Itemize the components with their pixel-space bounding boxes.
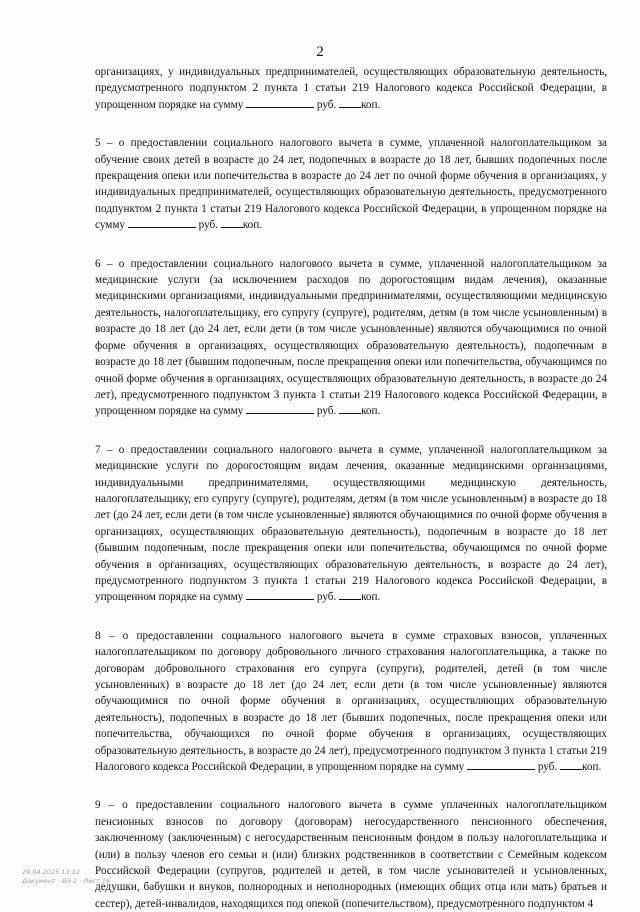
page-number: 2 [316, 44, 324, 60]
paragraph-9: 9 – о предоставлении социального налогового вычета в сумме уплаченных налогоплательщиком пенсионных взносов по договору (договорам) негосударственного пенсионного обеспечения, заключенному (заключенным) с негосударственным пенсионным фондом в пользу налогоплательщика и (или) в пользу членов его семьи и (или) близких родственников в соответствии с Семейным кодексом Российской Федерации (супругов, родителей и детей, в том числе усыновителей и усыновленных, дедушки, бабушки и внуков, полнородных и неполнородных (имеющих общих отца или мать) братьев и сестер), детей-инвалидов, находящихся под опекой (попечительством), предусмотренного подпунктом 4 [95, 799, 607, 910]
amount-rub-blank[interactable] [246, 97, 314, 108]
paragraph-8: 8 – о предоставлении социального налогового вычета в сумме страховых взносов, уплаченных налогоплательщиком по договору добровольного личного страхования налогоплательщика, а также по договорам добровольного страхования его супруга (супруги), родителей, детей (в том числе усыновленных) в возрасте до 18 лет (до 24 лет, если дети (в том числе усыновленные) являются обучающимися по очной форме обучения в организациях, осуществляющих образовательную деятельность), подопечных в возрасте до 18 лет (бывших подопечных, после прекращения опеки или попечительства, обучающихся по очной форме обучения в организациях, осуществляющих образовательную деятельность, в возрасте до 24 лет), предусмотренного подпунктом 3 пункта 1 статьи 219 Налогового кодекса Российской Федерации, в упрощенном порядке на сумму руб. коп. [95, 629, 607, 774]
paragraph-5: 5 – о предоставлении социального налогового вычета в сумме, уплаченной налогоплательщиком за обучение своих детей в возрасте до 24 лет, подопечных в возрасте до 18 лет, бывших подопечных после прекращения опеки или попечительства в возрасте до 24 лет по очной форме обучения в организациях, у индивидуальных предпринимателей, осуществляющих образовательную деятельность, предусмотренного подпунктом 2 пункта 1 статьи 219 Налогового кодекса Российской Федерации, в упрощенном порядке на сумму руб. коп. [95, 137, 607, 232]
paragraph-4-continued: организациях, у индивидуальных предпринимателей, осуществляющих образовательную деятельность, предусмотренного подпунктом 2 пункта 1 статьи 219 Налогового кодекса Российской Федерации, в упрощенном порядке на сумму руб. коп. [95, 66, 607, 111]
amount-rub-blank[interactable] [467, 759, 535, 770]
amount-kop-blank[interactable] [339, 589, 361, 600]
footer-doc-info: Документ · ВЭ 1 · Лист 16 [22, 877, 111, 885]
amount-kop-blank[interactable] [560, 759, 582, 770]
amount-kop-blank[interactable] [339, 97, 361, 108]
amount-kop-blank[interactable] [221, 217, 243, 228]
amount-kop-blank[interactable] [339, 403, 361, 414]
footer-date: 29.04.2025 13:12 [22, 868, 81, 876]
paragraph-6: 6 – о предоставлении социального налогового вычета в сумме, уплаченной налогоплательщиком за медицинские услуги (за исключением расходов по дорогостоящим видам лечения), оказанные медицинскими организациями, индивидуальными предпринимателями, осуществляющими медицинскую деятельность, налогоплательщику, его супругу (супруге), родителям, детям (в том числе усыновленным) в возрасте до 18 лет (до 24 лет, если дети (в том числе усыновленные) являются обучающимися по очной форме обучения в организациях, осуществляющих образовательную деятельность), подопечным в возрасте до 18 лет (бывшим подопечным, после прекращения опеки или попечительства, обучающимся по очной форме обучения в организациях, осуществляющих образовательную деятельность, в возрасте до 24 лет), предусмотренного подпунктом 3 пункта 1 статьи 219 Налогового кодекса Российской Федерации, в упрощенном порядке на сумму руб. коп. [95, 257, 607, 418]
amount-rub-blank[interactable] [246, 403, 314, 414]
paragraph-7: 7 – о предоставлении социального налогового вычета в сумме, уплаченной налогоплательщиком за медицинские услуги по дорогостоящим видам лечения, оказанные медицинскими организациями, индивидуальными предпринимателями, осуществляющими медицинскую деятельность, налогоплательщику, его супругу (супруге), родителям, детям (в том числе усыновленным) в возрасте до 18 лет (до 24 лет, если дети (в том числе усыновленные) являются обучающимися по очной форме обучения в организациях, осуществляющих образовательную деятельность), подопечным в возрасте до 18 лет (бывшим подопечным, после прекращения опеки или попечительства, обучающимся по очной форме обучения в организациях, осуществляющих образовательную деятельность, в возрасте до 24 лет), предусмотренного подпунктом 3 пункта 1 статьи 219 Налогового кодекса Российской Федерации, в упрощенном порядке на сумму руб. коп. [95, 443, 607, 604]
amount-rub-blank[interactable] [246, 589, 314, 600]
footer-stamp [22, 868, 110, 886]
document-body [95, 64, 607, 912]
amount-rub-blank[interactable] [128, 217, 196, 228]
